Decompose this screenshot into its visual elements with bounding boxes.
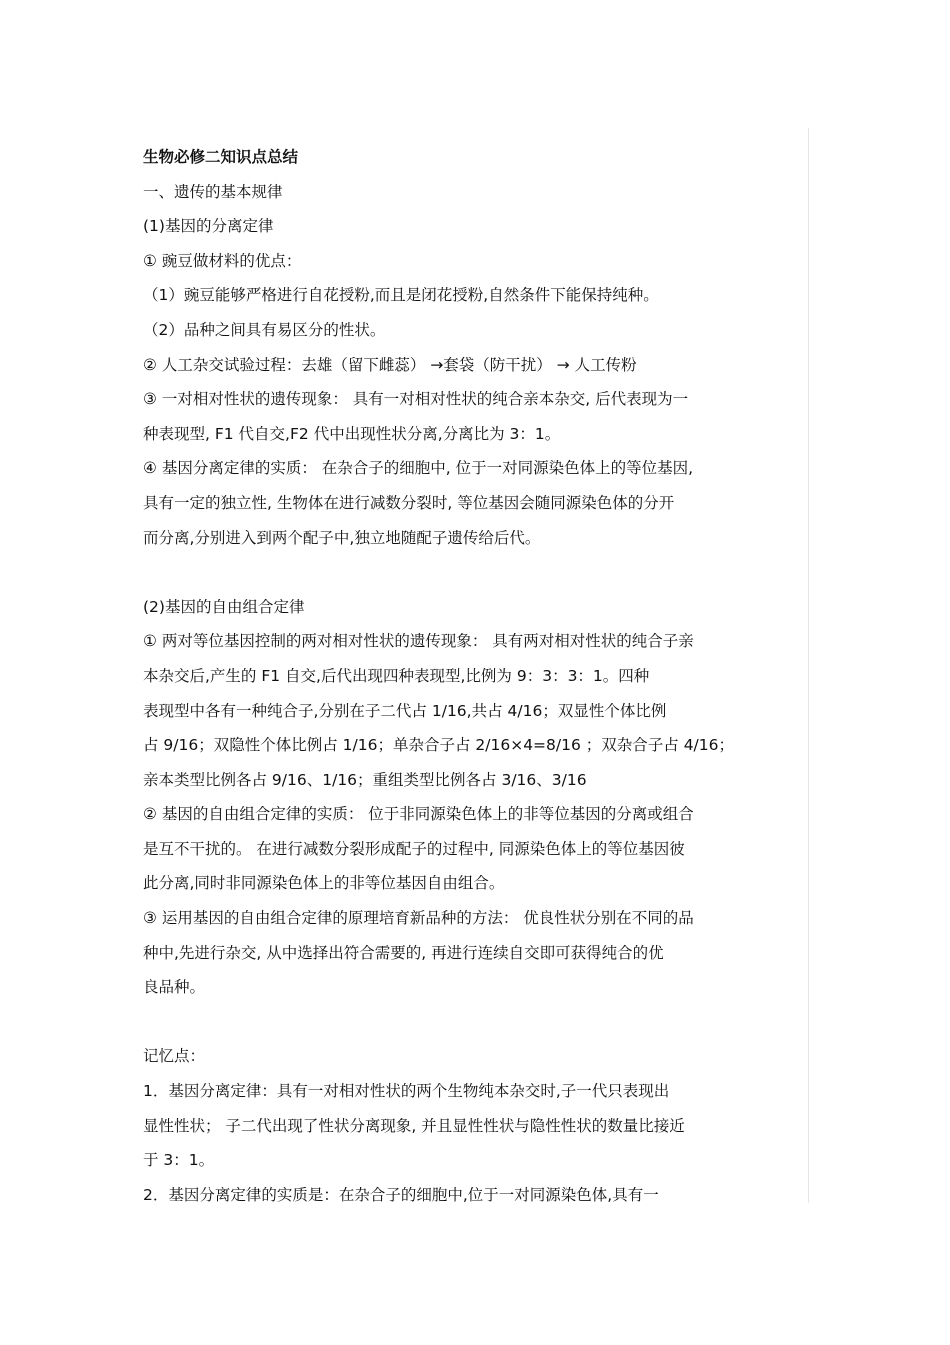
- paragraph-line: ③ 运用基因的自由组合定律的原理培育新品种的方法： 优良性状分别在不同的品: [143, 909, 694, 928]
- paragraph-line: 本杂交后,产生的 F1 自交,后代出现四种表现型,比例为 9：3：3：1。四种: [143, 666, 650, 685]
- spacer: [143, 555, 833, 590]
- paragraph-line: 1．基因分离定律：具有一对相对性状的两个生物纯本杂交时,子一代只表现出: [143, 1082, 670, 1101]
- paragraph-line: ③ 一对相对性状的遗传现象： 具有一对相对性状的纯合亲本杂交, 后代表现为一: [143, 390, 689, 409]
- paragraph-line: 2．基因分离定律的实质是：在杂合子的细胞中,位于一对同源染色体,具有一: [143, 1185, 659, 1204]
- paragraph-line: 显性性状； 子二代出现了性状分离现象, 并且显性性状与隐性性状的数量比接近: [143, 1116, 685, 1135]
- section-heading: 一、遗传的基本规律: [143, 182, 283, 201]
- paragraph-line: 于 3：1。: [143, 1151, 215, 1170]
- document-title: 生物必修二知识点总结: [143, 148, 299, 166]
- paragraph-line: ① 两对等位基因控制的两对相对性状的遗传现象： 具有两对相对性状的纯合子亲: [143, 632, 694, 651]
- paragraph-line: 而分离,分别进入到两个配子中,独立地随配子遗传给后代。: [143, 528, 541, 547]
- paragraph-line: 占 9/16；双隐性个体比例占 1/16；单杂合子占 2/16×4=8/16 ；双杂合子占 4/16；: [143, 736, 735, 755]
- paragraph-line: ② 基因的自由组合定律的实质： 位于非同源染色体上的非等位基因的分离或组合: [143, 805, 694, 824]
- paragraph-line: ② 人工杂交试验过程：去雄（留下雌蕊） →套袋（防干扰） → 人工传粉: [143, 355, 637, 374]
- paragraph-line: ④ 基因分离定律的实质： 在杂合子的细胞中, 位于一对同源染色体上的等位基因,: [143, 459, 694, 478]
- paragraph-line: 此分离,同时非同源染色体上的非等位基因自由组合。: [143, 874, 505, 893]
- memory-heading: 记忆点：: [143, 1047, 206, 1066]
- document-body: [143, 140, 833, 1212]
- paragraph-line: （2）品种之间具有易区分的性状。: [143, 320, 386, 339]
- part2-heading: (2)基因的自由组合定律: [143, 597, 305, 616]
- paragraph-line: 良品种。: [143, 978, 206, 997]
- paragraph-line: 具有一定的独立性, 生物体在进行减数分裂时, 等位基因会随同源染色体的分开: [143, 493, 675, 512]
- part1-heading: (1)基因的分离定律: [143, 217, 274, 236]
- paragraph-line: ① 豌豆做材料的优点：: [143, 251, 302, 270]
- spacer: [143, 1005, 833, 1040]
- paragraph-line: 表现型中各有一种纯合子,分别在子二代占 1/16,共占 4/16；双显性个体比例: [143, 701, 667, 720]
- paragraph-line: 亲本类型比例各占 9/16、1/16；重组类型比例各占 3/16、3/16: [143, 770, 587, 789]
- paragraph-line: 种中,先进行杂交, 从中选择出符合需要的, 再进行连续自交即可获得纯合的优: [143, 943, 664, 962]
- paragraph-line: （1）豌豆能够严格进行自花授粉,而且是闭花授粉,自然条件下能保持纯种。: [143, 286, 659, 305]
- paragraph-line: 种表现型, F1 代自交,F2 代中出现性状分离,分离比为 3：1。: [143, 424, 561, 443]
- paragraph-line: 是互不干扰的。 在进行减数分裂形成配子的过程中, 同源染色体上的等位基因彼: [143, 839, 685, 858]
